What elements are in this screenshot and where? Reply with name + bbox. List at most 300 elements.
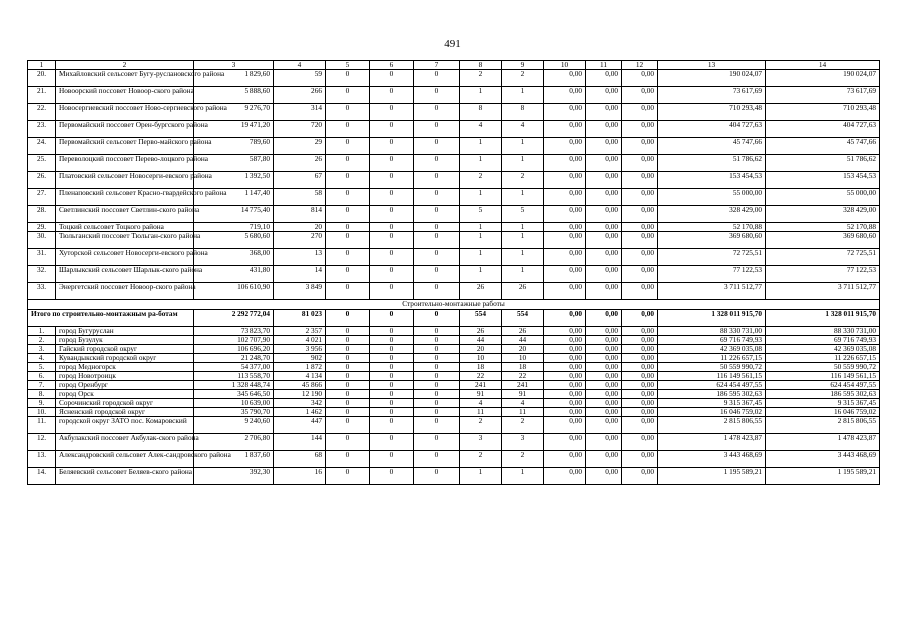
row-cell: 0 bbox=[326, 155, 370, 172]
row-cell: 14 775,40 bbox=[194, 206, 274, 223]
table-row bbox=[28, 266, 880, 283]
row-cell: 0 bbox=[414, 266, 460, 283]
total-cell: 0 bbox=[414, 310, 460, 327]
row-cell: 1 147,40 bbox=[194, 189, 274, 206]
row-cell: 14. bbox=[28, 468, 56, 485]
row-name-cell: город Орск bbox=[56, 390, 194, 399]
row-cell: 0 bbox=[370, 354, 414, 363]
header-cell: 5 bbox=[326, 61, 370, 70]
row-cell: 0,00 bbox=[622, 390, 658, 399]
row-cell: 1 bbox=[460, 232, 502, 249]
row-cell: 72 725,51 bbox=[766, 249, 880, 266]
header-cell: 10 bbox=[544, 61, 586, 70]
row-cell: 1 bbox=[502, 189, 544, 206]
row-cell: 186 595 302,63 bbox=[766, 390, 880, 399]
header-cell: 6 bbox=[370, 61, 414, 70]
row-cell: 9 240,60 bbox=[194, 417, 274, 434]
row-cell: 0 bbox=[370, 336, 414, 345]
row-cell: 0 bbox=[414, 283, 460, 300]
row-cell: 0,00 bbox=[622, 249, 658, 266]
row-cell: 153 454,53 bbox=[658, 172, 766, 189]
row-cell: 0,00 bbox=[586, 206, 622, 223]
row-cell: 1 829,60 bbox=[194, 70, 274, 87]
row-cell: 1 195 589,21 bbox=[766, 468, 880, 485]
row-name-cell: город Оренбург bbox=[56, 381, 194, 390]
row-cell: 0 bbox=[326, 417, 370, 434]
row-cell: 54 377,00 bbox=[194, 363, 274, 372]
row-cell: 0,00 bbox=[544, 363, 586, 372]
row-cell: 0,00 bbox=[586, 249, 622, 266]
row-cell: 29 bbox=[274, 138, 326, 155]
row-cell: 0,00 bbox=[622, 408, 658, 417]
row-cell: 12. bbox=[28, 434, 56, 451]
row-cell: 73 823,70 bbox=[194, 327, 274, 336]
row-cell: 0,00 bbox=[586, 266, 622, 283]
row-cell: 404 727,63 bbox=[658, 121, 766, 138]
row-cell: 0 bbox=[326, 206, 370, 223]
row-cell: 116 149 561,15 bbox=[766, 372, 880, 381]
row-cell: 2 bbox=[460, 451, 502, 468]
row-cell: 2 357 bbox=[274, 327, 326, 336]
total-cell: 554 bbox=[502, 310, 544, 327]
row-cell: 1 195 589,21 bbox=[658, 468, 766, 485]
row-cell: 1 bbox=[460, 468, 502, 485]
row-cell: 5 bbox=[502, 206, 544, 223]
row-cell: 0 bbox=[414, 363, 460, 372]
row-cell: 20 bbox=[460, 345, 502, 354]
table-body bbox=[28, 61, 880, 485]
row-cell: 116 149 561,15 bbox=[658, 372, 766, 381]
row-cell: 0 bbox=[414, 390, 460, 399]
row-cell: 26. bbox=[28, 172, 56, 189]
row-cell: 0,00 bbox=[544, 354, 586, 363]
row-cell: 18 bbox=[502, 363, 544, 372]
row-cell: 0,00 bbox=[622, 327, 658, 336]
row-cell: 0 bbox=[370, 390, 414, 399]
row-cell: 29. bbox=[28, 223, 56, 232]
row-cell: 2 bbox=[502, 417, 544, 434]
row-cell: 0,00 bbox=[544, 336, 586, 345]
row-cell: 16 046 759,02 bbox=[658, 408, 766, 417]
row-cell: 392,30 bbox=[194, 468, 274, 485]
row-name-cell: Тюльганский поссовет Тюльган-ского района bbox=[56, 232, 194, 249]
row-cell: 0 bbox=[326, 434, 370, 451]
row-cell: 91 bbox=[460, 390, 502, 399]
table-row bbox=[28, 104, 880, 121]
row-cell: 0 bbox=[326, 266, 370, 283]
row-cell: 77 122,53 bbox=[766, 266, 880, 283]
row-cell: 58 bbox=[274, 189, 326, 206]
row-cell: 3 443 468,69 bbox=[766, 451, 880, 468]
row-cell: 0 bbox=[414, 155, 460, 172]
row-cell: 3. bbox=[28, 345, 56, 354]
row-cell: 0 bbox=[370, 87, 414, 104]
row-cell: 0 bbox=[414, 206, 460, 223]
row-cell: 2 bbox=[502, 70, 544, 87]
row-cell: 0 bbox=[326, 70, 370, 87]
row-cell: 1 bbox=[502, 468, 544, 485]
row-cell: 91 bbox=[502, 390, 544, 399]
row-cell: 10 639,00 bbox=[194, 399, 274, 408]
row-cell: 2 bbox=[460, 172, 502, 189]
row-cell: 0,00 bbox=[586, 336, 622, 345]
row-name-cell: Новосергиевский поссовет Ново-сергиевского района bbox=[56, 104, 194, 121]
row-cell: 431,80 bbox=[194, 266, 274, 283]
row-cell: 0 bbox=[370, 223, 414, 232]
row-cell: 22 bbox=[460, 372, 502, 381]
row-name-cell: Михайловский сельсовет Бугу-руслановского района bbox=[56, 70, 194, 87]
row-cell: 0,00 bbox=[586, 451, 622, 468]
row-cell: 9 276,70 bbox=[194, 104, 274, 121]
row-cell: 1 837,60 bbox=[194, 451, 274, 468]
row-cell: 30. bbox=[28, 232, 56, 249]
row-cell: 190 024,07 bbox=[766, 70, 880, 87]
row-cell: 25. bbox=[28, 155, 56, 172]
row-cell: 0 bbox=[414, 223, 460, 232]
row-cell: 1 bbox=[502, 155, 544, 172]
row-cell: 1 328 448,74 bbox=[194, 381, 274, 390]
row-cell: 0,00 bbox=[544, 399, 586, 408]
row-cell: 0,00 bbox=[622, 232, 658, 249]
row-cell: 0,00 bbox=[544, 381, 586, 390]
row-cell: 11. bbox=[28, 417, 56, 434]
row-cell: 9. bbox=[28, 399, 56, 408]
row-cell: 0 bbox=[326, 232, 370, 249]
table-row bbox=[28, 434, 880, 451]
row-cell: 42 369 035,08 bbox=[766, 345, 880, 354]
row-cell: 0,00 bbox=[544, 189, 586, 206]
row-cell: 1 bbox=[502, 266, 544, 283]
header-cell: 4 bbox=[274, 61, 326, 70]
total-cell: 0,00 bbox=[586, 310, 622, 327]
row-cell: 328 429,00 bbox=[658, 206, 766, 223]
row-cell: 1. bbox=[28, 327, 56, 336]
row-cell: 0 bbox=[414, 372, 460, 381]
row-cell: 0,00 bbox=[586, 390, 622, 399]
row-name-cell: Новоорский поссовет Новоор-ского района bbox=[56, 87, 194, 104]
row-cell: 113 558,70 bbox=[194, 372, 274, 381]
row-cell: 31. bbox=[28, 249, 56, 266]
row-cell: 0 bbox=[370, 155, 414, 172]
row-cell: 0,00 bbox=[622, 399, 658, 408]
row-name-cell: Гайский городской округ bbox=[56, 345, 194, 354]
row-cell: 0 bbox=[370, 189, 414, 206]
header-cell: 8 bbox=[460, 61, 502, 70]
row-cell: 0,00 bbox=[586, 189, 622, 206]
row-cell: 0 bbox=[414, 417, 460, 434]
row-cell: 88 330 731,00 bbox=[766, 327, 880, 336]
row-cell: 4 bbox=[502, 121, 544, 138]
row-cell: 0 bbox=[370, 232, 414, 249]
row-cell: 3 711 512,77 bbox=[658, 283, 766, 300]
row-cell: 0 bbox=[370, 417, 414, 434]
row-cell: 9 315 367,45 bbox=[658, 399, 766, 408]
row-cell: 0 bbox=[370, 249, 414, 266]
row-cell: 0,00 bbox=[586, 345, 622, 354]
row-cell: 0,00 bbox=[586, 155, 622, 172]
row-cell: 0 bbox=[326, 390, 370, 399]
row-cell: 51 786,62 bbox=[766, 155, 880, 172]
row-name-cell: Шарлыкский сельсовет Шарлык-ского района bbox=[56, 266, 194, 283]
section-title: Строительно-монтажные работы bbox=[28, 300, 880, 310]
row-cell: 24. bbox=[28, 138, 56, 155]
row-cell: 0,00 bbox=[544, 434, 586, 451]
row-cell: 6. bbox=[28, 372, 56, 381]
row-cell: 0 bbox=[414, 381, 460, 390]
row-cell: 0 bbox=[414, 249, 460, 266]
row-cell: 0,00 bbox=[586, 363, 622, 372]
row-cell: 19 471,20 bbox=[194, 121, 274, 138]
row-cell: 21. bbox=[28, 87, 56, 104]
row-cell: 52 170,88 bbox=[766, 223, 880, 232]
row-cell: 0,00 bbox=[622, 223, 658, 232]
row-cell: 14 bbox=[274, 266, 326, 283]
row-cell: 3 711 512,77 bbox=[766, 283, 880, 300]
row-cell: 0 bbox=[370, 363, 414, 372]
row-cell: 1 bbox=[460, 249, 502, 266]
row-name-cell: город Бузулук bbox=[56, 336, 194, 345]
header-cell: 2 bbox=[56, 61, 194, 70]
row-cell: 368,00 bbox=[194, 249, 274, 266]
row-cell: 0 bbox=[326, 468, 370, 485]
row-cell: 404 727,63 bbox=[766, 121, 880, 138]
row-cell: 0 bbox=[414, 104, 460, 121]
row-cell: 2 815 806,55 bbox=[766, 417, 880, 434]
row-cell: 0,00 bbox=[544, 266, 586, 283]
row-cell: 0,00 bbox=[622, 138, 658, 155]
header-cell: 1 bbox=[28, 61, 56, 70]
row-cell: 0,00 bbox=[586, 223, 622, 232]
row-cell: 0,00 bbox=[544, 417, 586, 434]
total-cell: 1 328 011 915,70 bbox=[766, 310, 880, 327]
row-cell: 0 bbox=[414, 327, 460, 336]
row-cell: 0 bbox=[370, 70, 414, 87]
row-cell: 1 478 423,87 bbox=[766, 434, 880, 451]
row-cell: 1 bbox=[502, 87, 544, 104]
row-cell: 342 bbox=[274, 399, 326, 408]
row-cell: 0 bbox=[326, 363, 370, 372]
row-cell: 345 646,50 bbox=[194, 390, 274, 399]
row-cell: 1 bbox=[460, 189, 502, 206]
row-cell: 0 bbox=[414, 172, 460, 189]
row-cell: 0,00 bbox=[622, 155, 658, 172]
row-cell: 0,00 bbox=[622, 451, 658, 468]
statistics-table bbox=[27, 60, 880, 485]
table-row bbox=[28, 417, 880, 434]
row-cell: 51 786,62 bbox=[658, 155, 766, 172]
row-cell: 0,00 bbox=[586, 70, 622, 87]
row-name-cell: Платовский сельсовет Новосерги-евского района bbox=[56, 172, 194, 189]
row-name-cell: Александровский сельсовет Алек-сандровского района bbox=[56, 451, 194, 468]
row-cell: 0,00 bbox=[622, 336, 658, 345]
row-cell: 0 bbox=[414, 345, 460, 354]
row-cell: 241 bbox=[460, 381, 502, 390]
row-cell: 8. bbox=[28, 390, 56, 399]
row-cell: 0 bbox=[370, 172, 414, 189]
row-cell: 52 170,88 bbox=[658, 223, 766, 232]
row-cell: 1 392,50 bbox=[194, 172, 274, 189]
header-cell: 14 bbox=[766, 61, 880, 70]
row-cell: 0 bbox=[414, 354, 460, 363]
row-name-cell: город Бугуруслан bbox=[56, 327, 194, 336]
row-name-cell: городской округ ЗАТО пос. Комаровский bbox=[56, 417, 194, 434]
row-cell: 59 bbox=[274, 70, 326, 87]
row-cell: 55 000,00 bbox=[766, 189, 880, 206]
row-cell: 0,00 bbox=[544, 138, 586, 155]
row-cell: 0 bbox=[370, 408, 414, 417]
row-cell: 0 bbox=[326, 354, 370, 363]
row-cell: 0 bbox=[326, 381, 370, 390]
row-cell: 32. bbox=[28, 266, 56, 283]
row-cell: 0 bbox=[414, 189, 460, 206]
row-cell: 0 bbox=[414, 336, 460, 345]
row-name-cell: город Новотроицк bbox=[56, 372, 194, 381]
row-cell: 0,00 bbox=[544, 408, 586, 417]
row-cell: 11 226 657,15 bbox=[766, 354, 880, 363]
table-row bbox=[28, 70, 880, 87]
row-cell: 814 bbox=[274, 206, 326, 223]
row-cell: 0,00 bbox=[586, 408, 622, 417]
row-cell: 0 bbox=[370, 345, 414, 354]
row-cell: 4 bbox=[460, 399, 502, 408]
row-cell: 0 bbox=[370, 327, 414, 336]
row-cell: 28. bbox=[28, 206, 56, 223]
row-cell: 18 bbox=[460, 363, 502, 372]
row-cell: 0 bbox=[326, 104, 370, 121]
row-cell: 369 680,60 bbox=[766, 232, 880, 249]
row-cell: 4 bbox=[502, 399, 544, 408]
total-cell: 81 023 bbox=[274, 310, 326, 327]
table-row bbox=[28, 468, 880, 485]
row-cell: 0 bbox=[370, 434, 414, 451]
row-cell: 106 696,20 bbox=[194, 345, 274, 354]
row-cell: 0 bbox=[414, 121, 460, 138]
row-name-cell: Акбулакский поссовет Акбулак-ского района bbox=[56, 434, 194, 451]
row-cell: 22 bbox=[502, 372, 544, 381]
row-name-cell: Переволоцкий поссовет Перево-лоцкого района bbox=[56, 155, 194, 172]
row-cell: 0,00 bbox=[544, 206, 586, 223]
row-cell: 0 bbox=[326, 138, 370, 155]
row-cell: 8 bbox=[502, 104, 544, 121]
row-cell: 0 bbox=[414, 468, 460, 485]
row-cell: 20 bbox=[502, 345, 544, 354]
row-cell: 624 454 497,55 bbox=[766, 381, 880, 390]
row-cell: 0 bbox=[370, 468, 414, 485]
row-cell: 72 725,51 bbox=[658, 249, 766, 266]
row-cell: 0,00 bbox=[544, 70, 586, 87]
total-cell: 554 bbox=[460, 310, 502, 327]
row-cell: 0 bbox=[326, 249, 370, 266]
row-cell: 0,00 bbox=[544, 121, 586, 138]
row-cell: 16 bbox=[274, 468, 326, 485]
row-cell: 153 454,53 bbox=[766, 172, 880, 189]
table-row bbox=[28, 189, 880, 206]
row-cell: 0 bbox=[414, 451, 460, 468]
row-name-cell: Беляевский сельсовет Беляев-ского района bbox=[56, 468, 194, 485]
table-row bbox=[28, 249, 880, 266]
row-cell: 0,00 bbox=[622, 372, 658, 381]
row-cell: 0,00 bbox=[586, 172, 622, 189]
section-row bbox=[28, 300, 880, 310]
row-cell: 0 bbox=[370, 451, 414, 468]
row-cell: 0,00 bbox=[622, 104, 658, 121]
row-cell: 241 bbox=[502, 381, 544, 390]
row-cell: 1 bbox=[502, 232, 544, 249]
total-cell: 2 292 772,04 bbox=[194, 310, 274, 327]
row-cell: 144 bbox=[274, 434, 326, 451]
header-cell: 7 bbox=[414, 61, 460, 70]
row-cell: 447 bbox=[274, 417, 326, 434]
total-cell: 0 bbox=[370, 310, 414, 327]
row-cell: 73 617,69 bbox=[766, 87, 880, 104]
row-cell: 266 bbox=[274, 87, 326, 104]
row-cell: 186 595 302,63 bbox=[658, 390, 766, 399]
row-cell: 0,00 bbox=[586, 104, 622, 121]
row-name-cell: Ясненский городской округ bbox=[56, 408, 194, 417]
row-cell: 50 559 990,72 bbox=[766, 363, 880, 372]
row-cell: 0,00 bbox=[586, 283, 622, 300]
total-row bbox=[28, 310, 880, 327]
row-cell: 0,00 bbox=[586, 354, 622, 363]
row-cell: 0 bbox=[326, 223, 370, 232]
row-cell: 42 369 035,08 bbox=[658, 345, 766, 354]
row-cell: 0,00 bbox=[586, 87, 622, 104]
row-cell: 0 bbox=[414, 70, 460, 87]
row-cell: 0,00 bbox=[622, 206, 658, 223]
table-row bbox=[28, 155, 880, 172]
row-cell: 0,00 bbox=[622, 70, 658, 87]
row-cell: 0 bbox=[370, 399, 414, 408]
total-cell: 1 328 011 915,70 bbox=[658, 310, 766, 327]
row-cell: 0 bbox=[370, 381, 414, 390]
row-cell: 5 bbox=[460, 206, 502, 223]
row-cell: 0,00 bbox=[622, 87, 658, 104]
row-name-cell: Хуторской сельсовет Новосерги-евского района bbox=[56, 249, 194, 266]
row-cell: 3 443 468,69 bbox=[658, 451, 766, 468]
row-name-cell: Кувандыкский городской округ bbox=[56, 354, 194, 363]
row-cell: 0 bbox=[414, 232, 460, 249]
row-cell: 2 bbox=[502, 172, 544, 189]
row-cell: 719,10 bbox=[194, 223, 274, 232]
row-cell: 2 bbox=[460, 417, 502, 434]
row-cell: 11 bbox=[460, 408, 502, 417]
row-name-cell: Первомайский сельсовет Перво-майского района bbox=[56, 138, 194, 155]
row-cell: 0 bbox=[370, 121, 414, 138]
header-cell: 13 bbox=[658, 61, 766, 70]
row-cell: 0,00 bbox=[622, 434, 658, 451]
row-cell: 328 429,00 bbox=[766, 206, 880, 223]
row-cell: 5. bbox=[28, 363, 56, 372]
row-cell: 0 bbox=[326, 372, 370, 381]
row-cell: 0,00 bbox=[622, 381, 658, 390]
total-cell: 0,00 bbox=[544, 310, 586, 327]
row-cell: 1 bbox=[460, 87, 502, 104]
row-name-cell: Энергетский поссовет Новоор-ского района bbox=[56, 283, 194, 300]
row-cell: 0 bbox=[326, 336, 370, 345]
row-cell: 2 706,80 bbox=[194, 434, 274, 451]
row-cell: 0,00 bbox=[544, 172, 586, 189]
row-cell: 2 bbox=[502, 451, 544, 468]
row-cell: 73 617,69 bbox=[658, 87, 766, 104]
row-cell: 26 bbox=[460, 283, 502, 300]
row-cell: 0,00 bbox=[622, 354, 658, 363]
row-cell: 0,00 bbox=[544, 345, 586, 354]
row-name-cell: город Медногорск bbox=[56, 363, 194, 372]
row-cell: 0 bbox=[370, 206, 414, 223]
page-number: 491 bbox=[444, 38, 461, 50]
row-cell: 0 bbox=[414, 434, 460, 451]
row-cell: 1 872 bbox=[274, 363, 326, 372]
